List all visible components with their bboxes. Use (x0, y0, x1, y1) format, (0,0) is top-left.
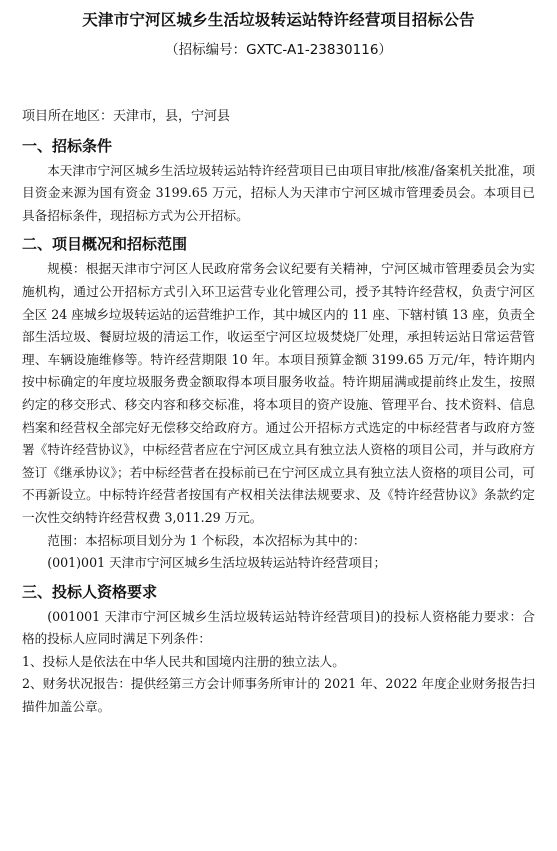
project-location: 项目所在地区：天津市，县，宁河县 (22, 109, 231, 124)
paragraph-project-scale: 规模：根据天津市宁河区人民政府常务会议纪要有关精神，宁河区城市管理委员会为实施机构，通过公开招标方式引入环卫运营专业化管理公司，授予其特许经营权，负责宁河区全区 24 座城乡垃圾转运站的运营维护工作，其中城区内的 11 座、下辖村镇 13 座，负责全部生活垃圾、餐厨垃圾的清运工作，收运至宁河区垃圾焚烧厂处理，承担转运站日常运营管理、车辆设施维修等。特许经营期限 10 年。本项目预算金额 3199.65 万元/年，特许期内按中标确定的年度垃圾服务费金额取得本项目服务收益。特许期届满或提前终止发生，按照约定的移交形式、移交内容和移交标准，将本项目的资产设施、管理平台、技术资料、信息档案和经营权全部完好无偿移交给政府方。通过公开招标方式选定的中标经营者与政府方签署《特许经营协议》，中标经营者应在宁河区成立具有独立法人资格的项目公司，并与政府方签订《继承协议》；若中标经营者在投标前已在宁河区成立具有独立法人资格的项目公司，可不再新设立。中标特许经营者按国有产权相关法律法规要求、及《特许经营协议》条款约定一次性交纳特许经营权费 3,011.29 万元。 (22, 261, 535, 525)
section-heading-bidder-qualifications: 三、投标人资格要求 (22, 582, 158, 601)
section-heading-tender-conditions: 一、招标条件 (22, 136, 113, 155)
paragraph-project-scope: 范围：本招标项目划分为 1 个标段，本次招标为其中的： (47, 532, 366, 548)
paragraph-qualification-intro: (001001 天津市宁河区城乡生活垃圾转运站特许经营项目)的投标人资格能力要求：合格的投标人应同时满足下列条件： (22, 608, 535, 647)
list-item: 2、财务状况报告：提供经第三方会计师事务所审计的 2021 年、2022 年度企业财务报告扫描件加盖公章。 (22, 676, 535, 715)
section-heading-project-overview: 二、项目概况和招标范围 (22, 235, 188, 254)
tender-number: （招标编号：GXTC-A1-23830116） (165, 42, 392, 58)
document-title: 天津市宁河区城乡生活垃圾转运站特许经营项目招标公告 (82, 11, 475, 29)
list-item: 1、投标人是依法在中华人民共和国境内注册的独立法人。 (22, 653, 345, 669)
paragraph-lot-item: (001)001 天津市宁河区城乡生活垃圾转运站特许经营项目； (47, 555, 387, 571)
paragraph-tender-conditions: 本天津市宁河区城乡生活垃圾转运站特许经营项目已由项目审批/核准/备案机关批准，项目资金来源为国有资金 3199.65 万元，招标人为天津市宁河区城市管理委员会。本项目已具备招标条件，现招标方式为公开招标。 (22, 162, 535, 223)
